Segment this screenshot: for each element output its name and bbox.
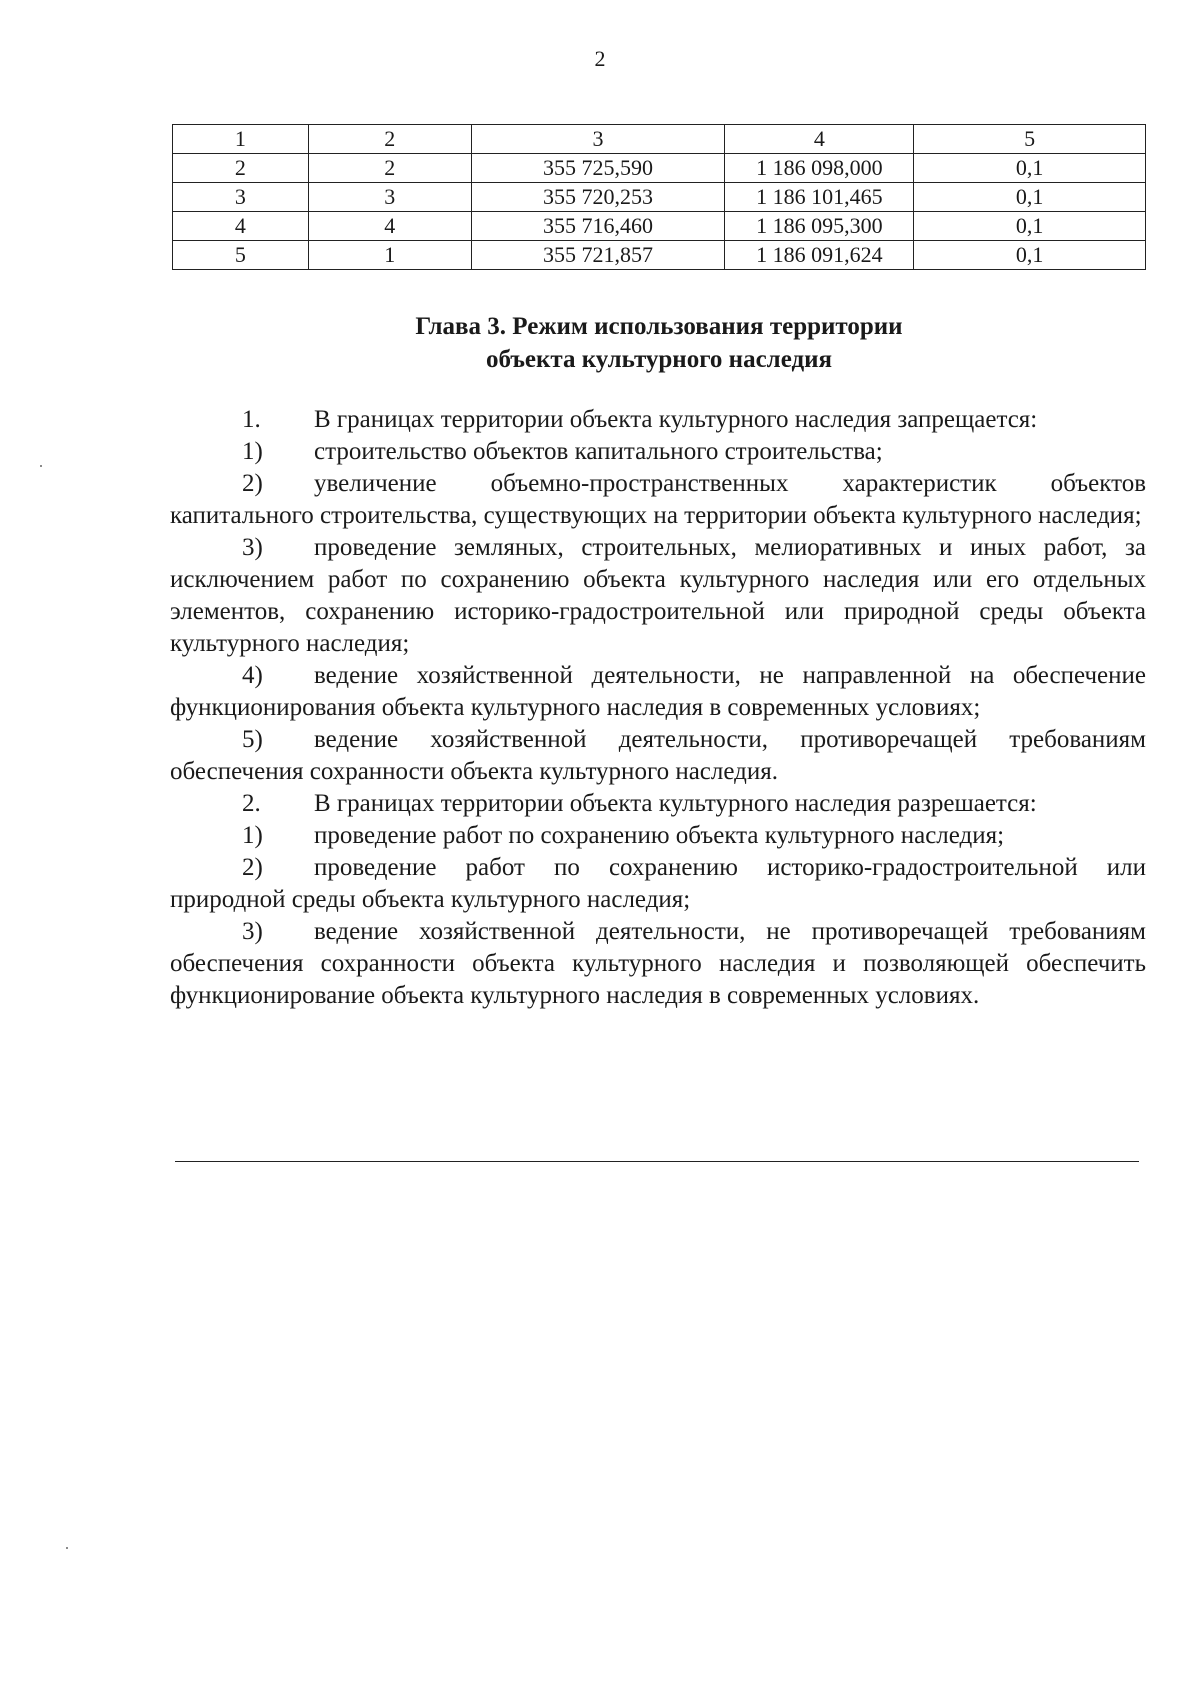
list-item [170,436,1146,468]
coordinates-table [172,124,1146,270]
item-number: 3) [242,534,263,561]
clause-text: В границах территории объекта культурного наследия запрещается: [314,406,1038,433]
table-cell: 4 [308,212,471,241]
clause-prohibited [170,404,1146,436]
item-number: 2) [242,854,263,881]
clause-number: 2. [242,790,261,817]
table-cell: 3 [308,183,471,212]
table-header-cell: 1 [173,125,309,154]
item-text: ведение хозяйственной деятельности, не противоречащей требованиям обеспечения сохранности объекта культурного наследия и позволяющей обеспечить функционирование объекта культурного наследия в современных условиях. [170,918,1146,1009]
table-cell: 0,1 [914,212,1146,241]
table-header-row [173,125,1146,154]
table-cell: 1 [308,241,471,270]
table-row [173,212,1146,241]
clause-number: 1. [242,406,261,433]
table-cell: 0,1 [914,241,1146,270]
item-number: 4) [242,662,263,689]
item-number: 1) [242,438,263,465]
table-cell: 1 186 091,624 [725,241,914,270]
list-item [170,724,1146,788]
chapter-body [170,404,1146,1012]
list-item [170,660,1146,724]
table-cell: 355 716,460 [471,212,725,241]
table-header-cell: 5 [914,125,1146,154]
item-number: 1) [242,822,263,849]
end-divider [175,1161,1139,1162]
scan-speck [40,465,42,467]
list-item [170,468,1146,532]
table-row [173,154,1146,183]
item-text: проведение земляных, строительных, мелиоративных и иных работ, за исключением работ по сохранению объекта культурного наследия или его отдельных элементов, сохранению историко-градостроительной или природной среды объекта культурного наследия; [170,534,1146,657]
list-item [170,916,1146,1012]
list-item [170,852,1146,916]
table-row [173,241,1146,270]
table-header-cell: 2 [308,125,471,154]
table-cell: 3 [173,183,309,212]
table-row [173,183,1146,212]
item-text: строительство объектов капитального строительства; [314,438,883,465]
table-cell: 5 [173,241,309,270]
item-number: 5) [242,726,263,753]
list-item [170,532,1146,660]
table-cell: 1 186 095,300 [725,212,914,241]
table-cell: 355 721,857 [471,241,725,270]
item-text: ведение хозяйственной деятельности, не направленной на обеспечение функционирования объекта культурного наследия в современных условиях; [170,662,1146,721]
item-number: 3) [242,918,263,945]
table-header-cell: 3 [471,125,725,154]
chapter-title-line: объекта культурного наследия [485,346,833,373]
scan-speck [66,1547,68,1549]
item-text: увеличение объемно-пространственных характеристик объектов капитального строительства, существующих на территории объекта культурного наследия; [170,470,1146,529]
list-item [170,820,1146,852]
item-text: проведение работ по сохранению объекта культурного наследия; [314,822,1005,849]
table-cell: 2 [173,154,309,183]
table-cell: 355 725,590 [471,154,725,183]
table-cell: 4 [173,212,309,241]
table-cell: 0,1 [914,154,1146,183]
item-number: 2) [242,470,263,497]
page-number: 2 [594,46,606,71]
table-header-cell: 4 [725,125,914,154]
chapter-title-line: Глава 3. Режим использования территории [415,313,903,340]
clause-permitted [170,788,1146,820]
item-text: ведение хозяйственной деятельности, противоречащей требованиям обеспечения сохранности объекта культурного наследия. [170,726,1146,785]
table-cell: 2 [308,154,471,183]
table-cell: 1 186 101,465 [725,183,914,212]
table-cell: 0,1 [914,183,1146,212]
table-cell: 1 186 098,000 [725,154,914,183]
item-text: проведение работ по сохранению историко-градостроительной или природной среды объекта культурного наследия; [170,854,1146,913]
clause-text: В границах территории объекта культурного наследия разрешается: [314,790,1037,817]
table-cell: 355 720,253 [471,183,725,212]
chapter-title [172,310,1146,376]
